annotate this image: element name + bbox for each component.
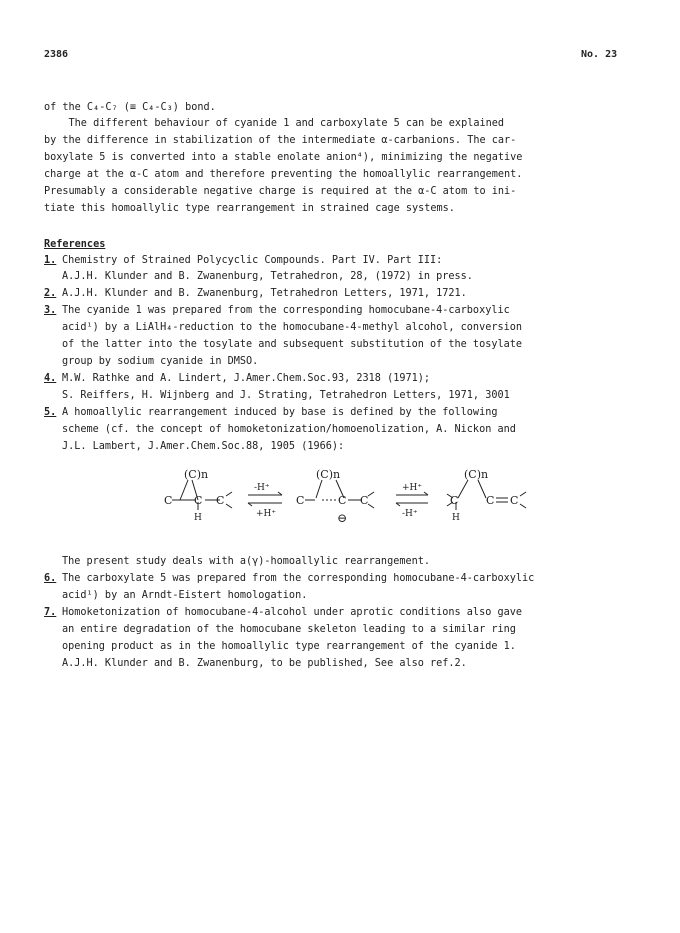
ref-number: 5. — [44, 407, 57, 418]
svg-text:C: C — [450, 494, 459, 507]
ref-number: 4. — [44, 373, 57, 384]
ref-line: acid¹) by a LiAlH₄-reduction to the homocubane-4-methyl alcohol, conversion — [62, 322, 523, 333]
paragraph-continuation: of the C₄-C₇ (≡ C₄-C₃) bond. — [44, 102, 216, 113]
svg-text:C: C — [296, 494, 305, 507]
ref-line: The cyanide 1 was prepared from the corresponding homocubane-4-carboxylic — [62, 305, 510, 316]
ref-line: A.J.H. Klunder and B. Zwanenburg, Tetrahedron, 28, (1972) in press. — [62, 271, 473, 282]
paragraph-line: by the difference in stabilization of the intermediate α-carbanions. The car- — [44, 135, 517, 146]
ref-line: Homoketonization of homocubane-4-alcohol under aprotic conditions also gave — [62, 607, 523, 618]
ref-line: A homoallylic rearrangement induced by base is defined by the following — [62, 407, 498, 418]
paragraph-line: boxylate 5 is converted into a stable enolate anion⁴), minimizing the negative — [44, 152, 523, 163]
ref-line: of the latter into the tosylate and subsequent substitution of the tosylate — [62, 339, 523, 350]
homoallylic-rearrangement-scheme — [150, 458, 550, 542]
minus-proton-label: -H⁺ — [254, 483, 270, 493]
ring-label: (C)n — [184, 468, 209, 481]
paragraph-line: charge at the α-C atom and therefore preventing the homoallylic rearrangement. — [44, 169, 523, 180]
svg-text:C: C — [194, 494, 203, 507]
ref-line: The present study deals with a(γ)-homoallylic rearrangement. — [62, 556, 431, 567]
paragraph-line: The different behaviour of cyanide 1 and carboxylate 5 can be explained — [44, 118, 505, 129]
ref-line: The carboxylate 5 was prepared from the corresponding homocubane-4-carboxylic — [62, 573, 535, 584]
ref-number: 3. — [44, 305, 57, 316]
page-number: 2386 — [44, 49, 69, 60]
plus-proton-label: +H⁺ — [402, 483, 423, 493]
issue-number: No. 23 — [581, 49, 618, 60]
minus-proton-label: -H⁺ — [402, 509, 418, 519]
svg-text:C: C — [216, 494, 225, 507]
ref-line: Chemistry of Strained Polycyclic Compounds. Part IV. Part III: — [62, 255, 443, 266]
ref-line: S. Reiffers, H. Wijnberg and J. Strating, Tetrahedron Letters, 1971, 3001 — [62, 390, 510, 401]
ref-line: J.L. Lambert, J.Amer.Chem.Soc.88, 1905 (1966): — [62, 441, 345, 452]
hydrogen-label: H — [194, 513, 202, 523]
ref-number: 2. — [44, 288, 57, 299]
ref-number: 6. — [44, 573, 57, 584]
ref-line: opening product as in the homoallylic type rearrangement of the cyanide 1. — [62, 641, 516, 652]
carbanion-charge: ⊖ — [337, 511, 348, 525]
ref-line: an entire degradation of the homocubane skeleton leading to a similar ring — [62, 624, 516, 635]
ref-line: A.J.H. Klunder and B. Zwanenburg, to be published, See also ref.2. — [62, 658, 467, 669]
paragraph-line: tiate this homoallylic type rearrangement in strained cage systems. — [44, 203, 455, 214]
plus-proton-label: +H⁺ — [256, 509, 277, 519]
ref-line: group by sodium cyanide in DMSO. — [62, 356, 259, 367]
hydrogen-label: H — [452, 513, 460, 523]
references-heading: References — [44, 239, 106, 250]
ref-line: scheme (cf. the concept of homoketonization/homoenolization, A. Nickon and — [62, 424, 516, 435]
ref-number: 7. — [44, 607, 57, 618]
svg-text:C: C — [338, 494, 347, 507]
ref-line: M.W. Rathke and A. Lindert, J.Amer.Chem.Soc.93, 2318 (1971); — [62, 373, 431, 384]
svg-text:C: C — [360, 494, 369, 507]
svg-text:C: C — [510, 494, 519, 507]
svg-text:C: C — [486, 494, 495, 507]
svg-text:C: C — [164, 494, 173, 507]
paragraph-line: Presumably a considerable negative charge is required at the α-C atom to ini- — [44, 186, 517, 197]
ref-number: 1. — [44, 255, 57, 266]
ref-line: acid¹) by an Arndt-Eistert homologation. — [62, 590, 308, 601]
ring-label: (C)n — [464, 468, 489, 481]
ref-line: A.J.H. Klunder and B. Zwanenburg, Tetrahedron Letters, 1971, 1721. — [62, 288, 467, 299]
ring-label: (C)n — [316, 468, 341, 481]
